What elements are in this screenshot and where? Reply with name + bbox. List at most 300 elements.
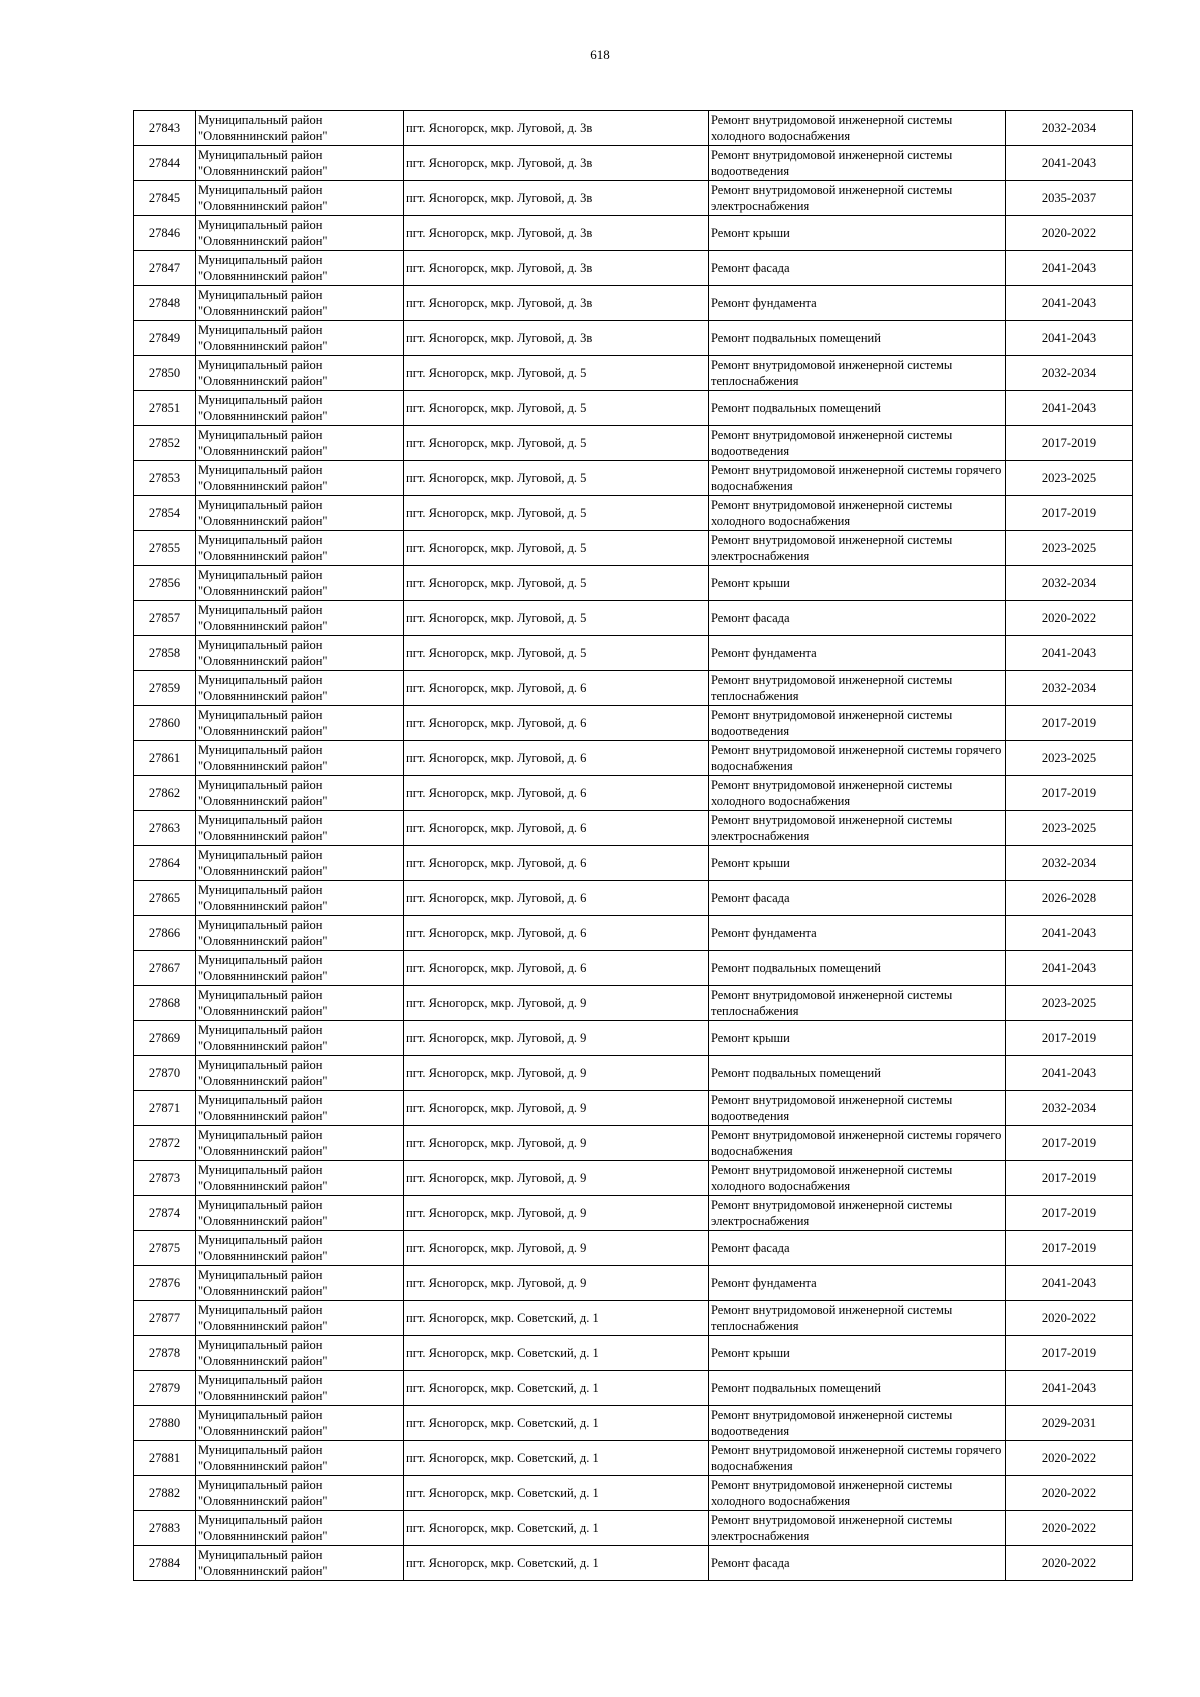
row-number-cell: 27847 bbox=[134, 251, 196, 286]
address-cell: пгт. Ясногорск, мкр. Советский, д. 1 bbox=[404, 1511, 709, 1546]
table-row bbox=[134, 1441, 1133, 1476]
municipality-cell bbox=[196, 1021, 404, 1056]
municipality-line-2: "Оловяннинский район" bbox=[198, 969, 328, 983]
municipality-line-1: Муниципальный район bbox=[198, 1093, 323, 1107]
municipality-line-1: Муниципальный район bbox=[198, 323, 323, 337]
period-cell: 2017-2019 bbox=[1006, 1161, 1133, 1196]
municipality-line-1: Муниципальный район bbox=[198, 708, 323, 722]
municipality-cell bbox=[196, 391, 404, 426]
address-cell: пгт. Ясногорск, мкр. Луговой, д. 5 bbox=[404, 496, 709, 531]
address-cell: пгт. Ясногорск, мкр. Советский, д. 1 bbox=[404, 1336, 709, 1371]
address-cell: пгт. Ясногорск, мкр. Луговой, д. 5 bbox=[404, 531, 709, 566]
municipality-cell bbox=[196, 741, 404, 776]
table-row bbox=[134, 321, 1133, 356]
municipality-line-2: "Оловяннинский район" bbox=[198, 129, 328, 143]
period-cell: 2023-2025 bbox=[1006, 531, 1133, 566]
work-type-cell: Ремонт внутридомовой инженерной системы электроснабжения bbox=[709, 531, 1006, 566]
period-cell: 2017-2019 bbox=[1006, 1126, 1133, 1161]
municipality-line-1: Муниципальный район bbox=[198, 1303, 323, 1317]
municipality-line-1: Муниципальный район bbox=[198, 358, 323, 372]
period-cell: 2020-2022 bbox=[1006, 601, 1133, 636]
municipality-line-1: Муниципальный район bbox=[198, 1128, 323, 1142]
municipality-cell bbox=[196, 461, 404, 496]
municipality-line-2: "Оловяннинский район" bbox=[198, 444, 328, 458]
row-number-cell: 27862 bbox=[134, 776, 196, 811]
municipality-line-1: Муниципальный район bbox=[198, 953, 323, 967]
municipality-line-2: "Оловяннинский район" bbox=[198, 1319, 328, 1333]
work-type-cell: Ремонт внутридомовой инженерной системы электроснабжения bbox=[709, 1511, 1006, 1546]
work-type-cell: Ремонт крыши bbox=[709, 1021, 1006, 1056]
work-type-cell: Ремонт фундамента bbox=[709, 916, 1006, 951]
work-type-cell: Ремонт фундамента bbox=[709, 636, 1006, 671]
municipality-cell bbox=[196, 671, 404, 706]
address-cell: пгт. Ясногорск, мкр. Луговой, д. 9 bbox=[404, 1126, 709, 1161]
address-cell: пгт. Ясногорск, мкр. Луговой, д. 3в bbox=[404, 146, 709, 181]
address-cell: пгт. Ясногорск, мкр. Луговой, д. 9 bbox=[404, 1266, 709, 1301]
address-cell: пгт. Ясногорск, мкр. Луговой, д. 3в bbox=[404, 181, 709, 216]
municipality-line-1: Муниципальный район bbox=[198, 603, 323, 617]
work-type-cell: Ремонт внутридомовой инженерной системы холодного водоснабжения bbox=[709, 1476, 1006, 1511]
municipality-line-2: "Оловяннинский район" bbox=[198, 1249, 328, 1263]
address-cell: пгт. Ясногорск, мкр. Луговой, д. 9 bbox=[404, 1231, 709, 1266]
address-cell: пгт. Ясногорск, мкр. Луговой, д. 3в bbox=[404, 286, 709, 321]
row-number-cell: 27874 bbox=[134, 1196, 196, 1231]
municipality-line-2: "Оловяннинский район" bbox=[198, 654, 328, 668]
municipality-line-2: "Оловяннинский район" bbox=[198, 164, 328, 178]
municipality-line-2: "Оловяннинский район" bbox=[198, 1529, 328, 1543]
municipality-line-2: "Оловяннинский район" bbox=[198, 409, 328, 423]
municipality-line-1: Муниципальный район bbox=[198, 1443, 323, 1457]
municipality-line-1: Муниципальный район bbox=[198, 253, 323, 267]
municipality-cell bbox=[196, 1511, 404, 1546]
table-row bbox=[134, 986, 1133, 1021]
row-number-cell: 27850 bbox=[134, 356, 196, 391]
work-type-cell: Ремонт фундамента bbox=[709, 286, 1006, 321]
period-cell: 2032-2034 bbox=[1006, 1091, 1133, 1126]
municipality-line-2: "Оловяннинский район" bbox=[198, 619, 328, 633]
municipality-cell bbox=[196, 531, 404, 566]
period-cell: 2017-2019 bbox=[1006, 1021, 1133, 1056]
address-cell: пгт. Ясногорск, мкр. Луговой, д. 3в bbox=[404, 321, 709, 356]
period-cell: 2041-2043 bbox=[1006, 286, 1133, 321]
municipality-line-1: Муниципальный район bbox=[198, 1338, 323, 1352]
municipality-line-1: Муниципальный район bbox=[198, 113, 323, 127]
table-row bbox=[134, 251, 1133, 286]
row-number-cell: 27858 bbox=[134, 636, 196, 671]
municipality-line-2: "Оловяннинский район" bbox=[198, 549, 328, 563]
period-cell: 2032-2034 bbox=[1006, 111, 1133, 146]
address-cell: пгт. Ясногорск, мкр. Луговой, д. 6 bbox=[404, 741, 709, 776]
municipality-line-1: Муниципальный район bbox=[198, 1268, 323, 1282]
row-number-cell: 27854 bbox=[134, 496, 196, 531]
period-cell: 2041-2043 bbox=[1006, 391, 1133, 426]
address-cell: пгт. Ясногорск, мкр. Луговой, д. 6 bbox=[404, 671, 709, 706]
municipality-line-2: "Оловяннинский район" bbox=[198, 1004, 328, 1018]
table-row bbox=[134, 881, 1133, 916]
table-body bbox=[134, 111, 1133, 1581]
work-type-cell: Ремонт фундамента bbox=[709, 1266, 1006, 1301]
municipality-cell bbox=[196, 1231, 404, 1266]
period-cell: 2041-2043 bbox=[1006, 1266, 1133, 1301]
table-row bbox=[134, 671, 1133, 706]
work-type-cell: Ремонт внутридомовой инженерной системы теплоснабжения bbox=[709, 986, 1006, 1021]
work-type-cell: Ремонт фасада bbox=[709, 251, 1006, 286]
row-number-cell: 27867 bbox=[134, 951, 196, 986]
municipality-line-2: "Оловяннинский район" bbox=[198, 1074, 328, 1088]
municipality-line-2: "Оловяннинский район" bbox=[198, 234, 328, 248]
address-cell: пгт. Ясногорск, мкр. Луговой, д. 3в bbox=[404, 111, 709, 146]
work-type-cell: Ремонт внутридомовой инженерной системы электроснабжения bbox=[709, 181, 1006, 216]
municipality-line-1: Муниципальный район bbox=[198, 918, 323, 932]
address-cell: пгт. Ясногорск, мкр. Луговой, д. 5 bbox=[404, 356, 709, 391]
address-cell: пгт. Ясногорск, мкр. Луговой, д. 6 bbox=[404, 916, 709, 951]
address-cell: пгт. Ясногорск, мкр. Советский, д. 1 bbox=[404, 1441, 709, 1476]
work-type-cell: Ремонт подвальных помещений bbox=[709, 321, 1006, 356]
work-type-cell: Ремонт внутридомовой инженерной системы водоотведения bbox=[709, 146, 1006, 181]
row-number-cell: 27857 bbox=[134, 601, 196, 636]
row-number-cell: 27881 bbox=[134, 1441, 196, 1476]
period-cell: 2017-2019 bbox=[1006, 1336, 1133, 1371]
table-row bbox=[134, 566, 1133, 601]
municipality-cell bbox=[196, 1476, 404, 1511]
row-number-cell: 27875 bbox=[134, 1231, 196, 1266]
municipality-cell bbox=[196, 566, 404, 601]
table-row bbox=[134, 426, 1133, 461]
municipality-line-2: "Оловяннинский район" bbox=[198, 269, 328, 283]
row-number-cell: 27846 bbox=[134, 216, 196, 251]
municipality-cell bbox=[196, 181, 404, 216]
period-cell: 2032-2034 bbox=[1006, 356, 1133, 391]
table-row bbox=[134, 846, 1133, 881]
work-type-cell: Ремонт внутридомовой инженерной системы горячего водоснабжения bbox=[709, 741, 1006, 776]
table-row bbox=[134, 1406, 1133, 1441]
work-type-cell: Ремонт внутридомовой инженерной системы горячего водоснабжения bbox=[709, 461, 1006, 496]
municipality-line-2: "Оловяннинский район" bbox=[198, 1039, 328, 1053]
municipality-line-1: Муниципальный район bbox=[198, 1233, 323, 1247]
work-type-cell: Ремонт подвальных помещений bbox=[709, 391, 1006, 426]
address-cell: пгт. Ясногорск, мкр. Луговой, д. 5 bbox=[404, 426, 709, 461]
row-number-cell: 27861 bbox=[134, 741, 196, 776]
municipality-cell bbox=[196, 426, 404, 461]
address-cell: пгт. Ясногорск, мкр. Луговой, д. 3в bbox=[404, 216, 709, 251]
municipality-cell bbox=[196, 776, 404, 811]
municipality-cell bbox=[196, 1336, 404, 1371]
municipality-line-2: "Оловяннинский район" bbox=[198, 689, 328, 703]
period-cell: 2023-2025 bbox=[1006, 811, 1133, 846]
row-number-cell: 27853 bbox=[134, 461, 196, 496]
period-cell: 2017-2019 bbox=[1006, 496, 1133, 531]
work-type-cell: Ремонт внутридомовой инженерной системы холодного водоснабжения bbox=[709, 776, 1006, 811]
table-row bbox=[134, 706, 1133, 741]
row-number-cell: 27851 bbox=[134, 391, 196, 426]
municipality-line-2: "Оловяннинский район" bbox=[198, 199, 328, 213]
municipality-line-1: Муниципальный район bbox=[198, 673, 323, 687]
municipality-cell bbox=[196, 111, 404, 146]
work-type-cell: Ремонт внутридомовой инженерной системы холодного водоснабжения bbox=[709, 1161, 1006, 1196]
work-type-cell: Ремонт внутридомовой инженерной системы теплоснабжения bbox=[709, 1301, 1006, 1336]
row-number-cell: 27877 bbox=[134, 1301, 196, 1336]
municipality-line-2: "Оловяннинский район" bbox=[198, 864, 328, 878]
period-cell: 2017-2019 bbox=[1006, 426, 1133, 461]
period-cell: 2020-2022 bbox=[1006, 1301, 1133, 1336]
period-cell: 2026-2028 bbox=[1006, 881, 1133, 916]
municipality-cell bbox=[196, 1161, 404, 1196]
row-number-cell: 27883 bbox=[134, 1511, 196, 1546]
municipality-cell bbox=[196, 1126, 404, 1161]
table-row bbox=[134, 1301, 1133, 1336]
period-cell: 2017-2019 bbox=[1006, 1231, 1133, 1266]
municipality-line-1: Муниципальный район bbox=[198, 1163, 323, 1177]
municipality-cell bbox=[196, 1301, 404, 1336]
municipality-cell bbox=[196, 811, 404, 846]
table-row bbox=[134, 111, 1133, 146]
work-type-cell: Ремонт внутридомовой инженерной системы водоотведения bbox=[709, 706, 1006, 741]
row-number-cell: 27860 bbox=[134, 706, 196, 741]
municipality-line-2: "Оловяннинский район" bbox=[198, 899, 328, 913]
row-number-cell: 27844 bbox=[134, 146, 196, 181]
period-cell: 2020-2022 bbox=[1006, 1511, 1133, 1546]
work-type-cell: Ремонт крыши bbox=[709, 846, 1006, 881]
municipality-cell bbox=[196, 1266, 404, 1301]
period-cell: 2023-2025 bbox=[1006, 986, 1133, 1021]
municipality-line-2: "Оловяннинский район" bbox=[198, 304, 328, 318]
address-cell: пгт. Ясногорск, мкр. Советский, д. 1 bbox=[404, 1301, 709, 1336]
row-number-cell: 27868 bbox=[134, 986, 196, 1021]
period-cell: 2041-2043 bbox=[1006, 251, 1133, 286]
work-type-cell: Ремонт внутридомовой инженерной системы горячего водоснабжения bbox=[709, 1441, 1006, 1476]
table-row bbox=[134, 1021, 1133, 1056]
municipality-line-1: Муниципальный район bbox=[198, 743, 323, 757]
address-cell: пгт. Ясногорск, мкр. Луговой, д. 9 bbox=[404, 1161, 709, 1196]
address-cell: пгт. Ясногорск, мкр. Луговой, д. 6 bbox=[404, 881, 709, 916]
address-cell: пгт. Ясногорск, мкр. Луговой, д. 9 bbox=[404, 1091, 709, 1126]
municipality-cell bbox=[196, 146, 404, 181]
municipality-line-2: "Оловяннинский район" bbox=[198, 1389, 328, 1403]
address-cell: пгт. Ясногорск, мкр. Луговой, д. 9 bbox=[404, 1196, 709, 1231]
table-row bbox=[134, 1056, 1133, 1091]
municipality-line-1: Муниципальный район bbox=[198, 393, 323, 407]
row-number-cell: 27884 bbox=[134, 1546, 196, 1581]
municipality-cell bbox=[196, 1406, 404, 1441]
period-cell: 2032-2034 bbox=[1006, 671, 1133, 706]
work-type-cell: Ремонт фасада bbox=[709, 1231, 1006, 1266]
table-row bbox=[134, 391, 1133, 426]
table-row bbox=[134, 531, 1133, 566]
row-number-cell: 27880 bbox=[134, 1406, 196, 1441]
page-number: 618 bbox=[590, 47, 610, 62]
municipality-line-2: "Оловяннинский район" bbox=[198, 374, 328, 388]
municipality-line-1: Муниципальный район bbox=[198, 1478, 323, 1492]
municipality-line-1: Муниципальный район bbox=[198, 1513, 323, 1527]
period-cell: 2020-2022 bbox=[1006, 1476, 1133, 1511]
municipality-line-2: "Оловяннинский район" bbox=[198, 479, 328, 493]
work-type-cell: Ремонт подвальных помещений bbox=[709, 1371, 1006, 1406]
municipality-line-1: Муниципальный район bbox=[198, 813, 323, 827]
row-number-cell: 27879 bbox=[134, 1371, 196, 1406]
table-row bbox=[134, 741, 1133, 776]
work-type-cell: Ремонт крыши bbox=[709, 1336, 1006, 1371]
work-type-cell: Ремонт внутридомовой инженерной системы теплоснабжения bbox=[709, 671, 1006, 706]
work-type-cell: Ремонт внутридомовой инженерной системы холодного водоснабжения bbox=[709, 496, 1006, 531]
municipality-line-2: "Оловяннинский район" bbox=[198, 1214, 328, 1228]
table-row bbox=[134, 286, 1133, 321]
work-type-cell: Ремонт фасада bbox=[709, 1546, 1006, 1581]
municipality-cell bbox=[196, 1371, 404, 1406]
municipality-line-2: "Оловяннинский район" bbox=[198, 1179, 328, 1193]
address-cell: пгт. Ясногорск, мкр. Советский, д. 1 bbox=[404, 1476, 709, 1511]
work-type-cell: Ремонт внутридомовой инженерной системы водоотведения bbox=[709, 426, 1006, 461]
period-cell: 2020-2022 bbox=[1006, 1546, 1133, 1581]
period-cell: 2041-2043 bbox=[1006, 321, 1133, 356]
municipality-cell bbox=[196, 496, 404, 531]
municipality-line-2: "Оловяннинский район" bbox=[198, 829, 328, 843]
municipality-line-2: "Оловяннинский район" bbox=[198, 1424, 328, 1438]
municipality-cell bbox=[196, 881, 404, 916]
municipality-cell bbox=[196, 1546, 404, 1581]
period-cell: 2023-2025 bbox=[1006, 741, 1133, 776]
municipality-cell bbox=[196, 1196, 404, 1231]
municipality-line-2: "Оловяннинский район" bbox=[198, 339, 328, 353]
period-cell: 2041-2043 bbox=[1006, 146, 1133, 181]
row-number-cell: 27878 bbox=[134, 1336, 196, 1371]
work-type-cell: Ремонт подвальных помещений bbox=[709, 951, 1006, 986]
municipality-cell bbox=[196, 356, 404, 391]
municipality-line-2: "Оловяннинский район" bbox=[198, 759, 328, 773]
work-type-cell: Ремонт внутридомовой инженерной системы водоотведения bbox=[709, 1091, 1006, 1126]
period-cell: 2041-2043 bbox=[1006, 1056, 1133, 1091]
table-row bbox=[134, 916, 1133, 951]
work-type-cell: Ремонт внутридомовой инженерной системы водоотведения bbox=[709, 1406, 1006, 1441]
municipality-cell bbox=[196, 1056, 404, 1091]
table-row bbox=[134, 636, 1133, 671]
table-row bbox=[134, 356, 1133, 391]
table-row bbox=[134, 776, 1133, 811]
row-number-cell: 27866 bbox=[134, 916, 196, 951]
address-cell: пгт. Ясногорск, мкр. Луговой, д. 3в bbox=[404, 251, 709, 286]
municipality-line-2: "Оловяннинский район" bbox=[198, 514, 328, 528]
period-cell: 2041-2043 bbox=[1006, 916, 1133, 951]
table-row bbox=[134, 1196, 1133, 1231]
municipality-line-1: Муниципальный район bbox=[198, 778, 323, 792]
address-cell: пгт. Ясногорск, мкр. Советский, д. 1 bbox=[404, 1546, 709, 1581]
work-type-cell: Ремонт фасада bbox=[709, 601, 1006, 636]
address-cell: пгт. Ясногорск, мкр. Луговой, д. 6 bbox=[404, 951, 709, 986]
row-number-cell: 27871 bbox=[134, 1091, 196, 1126]
address-cell: пгт. Ясногорск, мкр. Луговой, д. 5 bbox=[404, 461, 709, 496]
table-row bbox=[134, 951, 1133, 986]
municipality-cell bbox=[196, 601, 404, 636]
municipality-line-1: Муниципальный район bbox=[198, 533, 323, 547]
work-type-cell: Ремонт подвальных помещений bbox=[709, 1056, 1006, 1091]
municipality-line-1: Муниципальный район bbox=[198, 848, 323, 862]
table-row bbox=[134, 461, 1133, 496]
address-cell: пгт. Ясногорск, мкр. Советский, д. 1 bbox=[404, 1406, 709, 1441]
period-cell: 2017-2019 bbox=[1006, 1196, 1133, 1231]
row-number-cell: 27843 bbox=[134, 111, 196, 146]
table-row bbox=[134, 1231, 1133, 1266]
table-row bbox=[134, 1126, 1133, 1161]
row-number-cell: 27864 bbox=[134, 846, 196, 881]
municipality-line-1: Муниципальный район bbox=[198, 288, 323, 302]
municipality-line-2: "Оловяннинский район" bbox=[198, 724, 328, 738]
address-cell: пгт. Ясногорск, мкр. Луговой, д. 6 bbox=[404, 776, 709, 811]
period-cell: 2020-2022 bbox=[1006, 1441, 1133, 1476]
municipality-cell bbox=[196, 951, 404, 986]
repair-schedule-table bbox=[133, 110, 1133, 1581]
municipality-line-1: Муниципальный район bbox=[198, 568, 323, 582]
municipality-line-1: Муниципальный район bbox=[198, 463, 323, 477]
address-cell: пгт. Ясногорск, мкр. Луговой, д. 9 bbox=[404, 1021, 709, 1056]
table-row bbox=[134, 1371, 1133, 1406]
row-number-cell: 27869 bbox=[134, 1021, 196, 1056]
municipality-cell bbox=[196, 1091, 404, 1126]
work-type-cell: Ремонт внутридомовой инженерной системы теплоснабжения bbox=[709, 356, 1006, 391]
row-number-cell: 27873 bbox=[134, 1161, 196, 1196]
row-number-cell: 27863 bbox=[134, 811, 196, 846]
address-cell: пгт. Ясногорск, мкр. Луговой, д. 9 bbox=[404, 1056, 709, 1091]
address-cell: пгт. Ясногорск, мкр. Луговой, д. 9 bbox=[404, 986, 709, 1021]
work-type-cell: Ремонт крыши bbox=[709, 216, 1006, 251]
period-cell: 2017-2019 bbox=[1006, 706, 1133, 741]
municipality-line-1: Муниципальный район bbox=[198, 218, 323, 232]
period-cell: 2029-2031 bbox=[1006, 1406, 1133, 1441]
municipality-line-2: "Оловяннинский район" bbox=[198, 1354, 328, 1368]
municipality-line-1: Муниципальный район bbox=[198, 1058, 323, 1072]
address-cell: пгт. Ясногорск, мкр. Луговой, д. 6 bbox=[404, 811, 709, 846]
table-row bbox=[134, 1161, 1133, 1196]
municipality-line-1: Муниципальный район bbox=[198, 638, 323, 652]
municipality-line-1: Муниципальный район bbox=[198, 1373, 323, 1387]
period-cell: 2041-2043 bbox=[1006, 951, 1133, 986]
municipality-line-1: Муниципальный район bbox=[198, 1408, 323, 1422]
row-number-cell: 27855 bbox=[134, 531, 196, 566]
work-type-cell: Ремонт фасада bbox=[709, 881, 1006, 916]
period-cell: 2032-2034 bbox=[1006, 846, 1133, 881]
table-row bbox=[134, 601, 1133, 636]
table-row bbox=[134, 1546, 1133, 1581]
work-type-cell: Ремонт внутридомовой инженерной системы электроснабжения bbox=[709, 1196, 1006, 1231]
municipality-line-1: Муниципальный район bbox=[198, 1023, 323, 1037]
municipality-line-2: "Оловяннинский район" bbox=[198, 1109, 328, 1123]
municipality-line-2: "Оловяннинский район" bbox=[198, 1284, 328, 1298]
municipality-cell bbox=[196, 636, 404, 671]
work-type-cell: Ремонт внутридомовой инженерной системы холодного водоснабжения bbox=[709, 111, 1006, 146]
municipality-line-2: "Оловяннинский район" bbox=[198, 1494, 328, 1508]
municipality-cell bbox=[196, 321, 404, 356]
table-row bbox=[134, 1511, 1133, 1546]
row-number-cell: 27852 bbox=[134, 426, 196, 461]
row-number-cell: 27849 bbox=[134, 321, 196, 356]
row-number-cell: 27848 bbox=[134, 286, 196, 321]
municipality-cell bbox=[196, 916, 404, 951]
municipality-cell bbox=[196, 986, 404, 1021]
period-cell: 2020-2022 bbox=[1006, 216, 1133, 251]
work-type-cell: Ремонт внутридомовой инженерной системы горячего водоснабжения bbox=[709, 1126, 1006, 1161]
municipality-cell bbox=[196, 251, 404, 286]
municipality-cell bbox=[196, 706, 404, 741]
row-number-cell: 27859 bbox=[134, 671, 196, 706]
municipality-cell bbox=[196, 216, 404, 251]
work-type-cell: Ремонт внутридомовой инженерной системы электроснабжения bbox=[709, 811, 1006, 846]
address-cell: пгт. Ясногорск, мкр. Советский, д. 1 bbox=[404, 1371, 709, 1406]
row-number-cell: 27865 bbox=[134, 881, 196, 916]
municipality-line-1: Муниципальный район bbox=[198, 1548, 323, 1562]
period-cell: 2017-2019 bbox=[1006, 776, 1133, 811]
work-type-cell: Ремонт крыши bbox=[709, 566, 1006, 601]
row-number-cell: 27882 bbox=[134, 1476, 196, 1511]
municipality-line-1: Муниципальный район bbox=[198, 498, 323, 512]
address-cell: пгт. Ясногорск, мкр. Луговой, д. 5 bbox=[404, 601, 709, 636]
